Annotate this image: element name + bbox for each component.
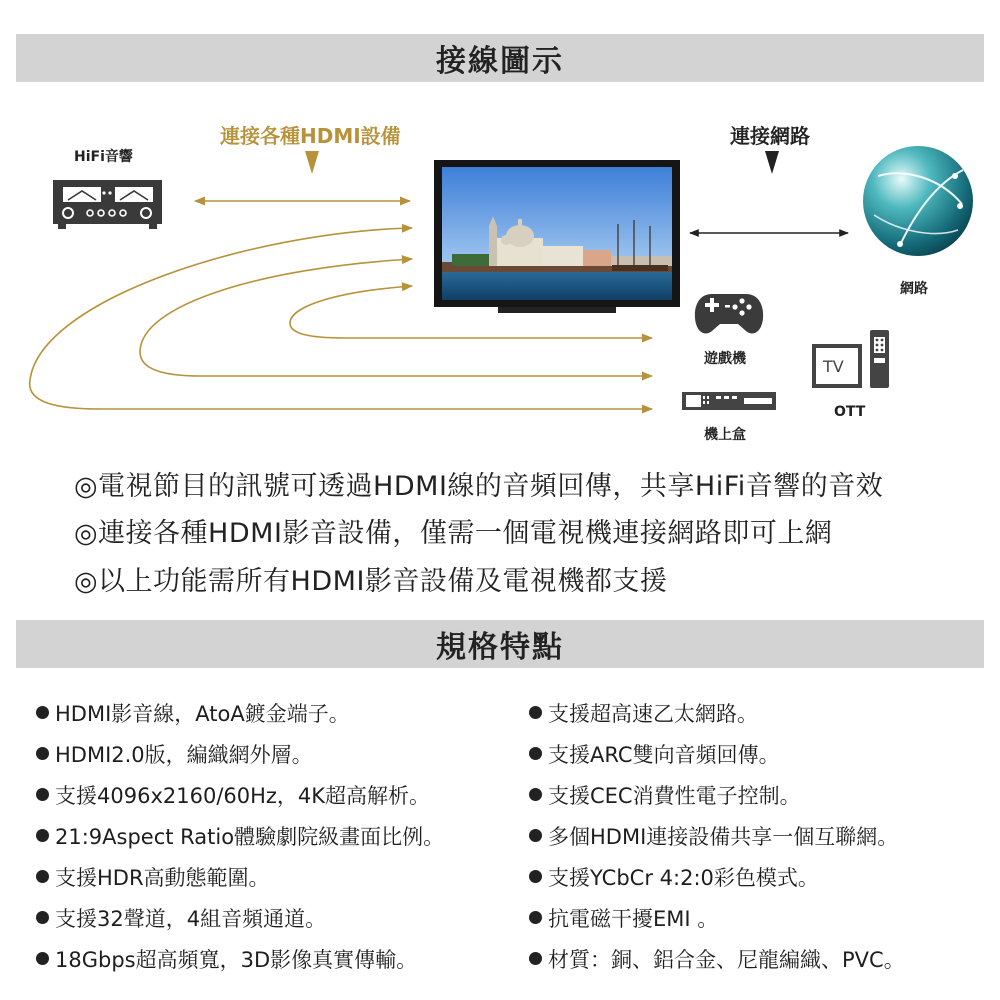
feature-item — [36, 815, 444, 856]
feature-text: 21:9Aspect Ratio體驗劇院級畫面比例。 — [55, 824, 445, 849]
network-label: 網路 — [900, 281, 928, 297]
section-title-specs: 規格特點 — [436, 630, 564, 665]
bullet-icon — [529, 870, 542, 883]
ott-tv-text: TV — [823, 357, 844, 376]
hdmi-devices-label: 連接各種HDMI設備 — [220, 124, 401, 148]
description-line-1: ◎電視節目的訊號可透過HDMI線的音頻回傳，共享HiFi音響的音效 — [74, 471, 884, 502]
feature-text: 支援HDR高動態範圍。 — [55, 865, 270, 890]
bullet-icon — [529, 706, 542, 719]
feature-item — [529, 815, 905, 856]
game-controller-icon — [695, 294, 763, 333]
bullet-icon — [36, 952, 49, 965]
bullet-icon — [36, 706, 49, 719]
hdmi-down-triangle-icon — [305, 151, 319, 174]
feature-item — [36, 938, 444, 979]
ott-label: OTT — [834, 404, 866, 420]
feature-text: 支援CEC消費性電子控制。 — [548, 783, 801, 808]
section-title-wiring: 接線圖示 — [436, 44, 564, 79]
feature-text: 18Gbps超高頻寬，3D影像真實傳輸。 — [55, 947, 418, 972]
feature-text: 多個HDMI連接設備共享一個互聯網。 — [548, 824, 899, 849]
section-header-specs — [16, 620, 984, 668]
feature-text: 支援YCbCr 4:2:0彩色模式。 — [548, 865, 819, 890]
bullet-icon — [36, 829, 49, 842]
feature-item — [529, 897, 905, 938]
description-line-2: ◎連接各種HDMI影音設備，僅需一個電視機連接網路即可上網 — [74, 518, 833, 549]
feature-item — [36, 856, 444, 897]
wiring-diagram — [0, 0, 1000, 460]
feature-item — [529, 774, 905, 815]
features-right-list — [529, 692, 905, 979]
network-globe-icon — [863, 146, 973, 256]
feature-item — [529, 938, 905, 979]
set-top-box-icon — [682, 392, 776, 410]
bullet-icon — [36, 747, 49, 760]
bullet-icon — [529, 911, 542, 924]
feature-item — [529, 692, 905, 733]
feature-text: HDMI2.0版，編織網外層。 — [55, 742, 313, 767]
bullet-icon — [36, 911, 49, 924]
network-connect-label: 連接網路 — [730, 124, 810, 148]
feature-text: 支援4096x2160/60Hz，4K超高解析。 — [55, 783, 431, 808]
hifi-label: HiFi音響 — [74, 149, 133, 165]
bullet-icon — [529, 952, 542, 965]
bullet-icon — [529, 788, 542, 801]
description-line-3: ◎以上功能需所有HDMI影音設備及電視機都支援 — [74, 566, 668, 597]
bullet-icon — [529, 747, 542, 760]
set-top-box-label: 機上盒 — [704, 427, 746, 443]
feature-text: 支援32聲道，4組音頻通道。 — [55, 906, 327, 931]
feature-item — [36, 774, 444, 815]
bullet-icon — [36, 870, 49, 883]
feature-text: 支援超高速乙太網路。 — [548, 701, 758, 726]
feature-item — [36, 733, 444, 774]
bullet-icon — [529, 829, 542, 842]
tv-icon — [434, 160, 680, 313]
feature-item — [529, 733, 905, 774]
feature-text: 支援ARC雙向音頻回傳。 — [548, 742, 780, 767]
network-down-triangle-icon — [765, 151, 779, 174]
feature-item — [529, 856, 905, 897]
feature-item — [36, 692, 444, 733]
hifi-amplifier-icon — [53, 180, 162, 229]
feature-item — [36, 897, 444, 938]
feature-text: 抗電磁干擾EMI 。 — [548, 906, 719, 931]
feature-text: HDMI影音線，AtoA鍍金端子。 — [55, 701, 350, 726]
game-console-label: 遊戲機 — [704, 351, 746, 367]
feature-text: 材質：銅、鋁合金、尼龍編織、PVC。 — [548, 947, 905, 972]
features-left-list — [36, 692, 444, 979]
bullet-icon — [36, 788, 49, 801]
